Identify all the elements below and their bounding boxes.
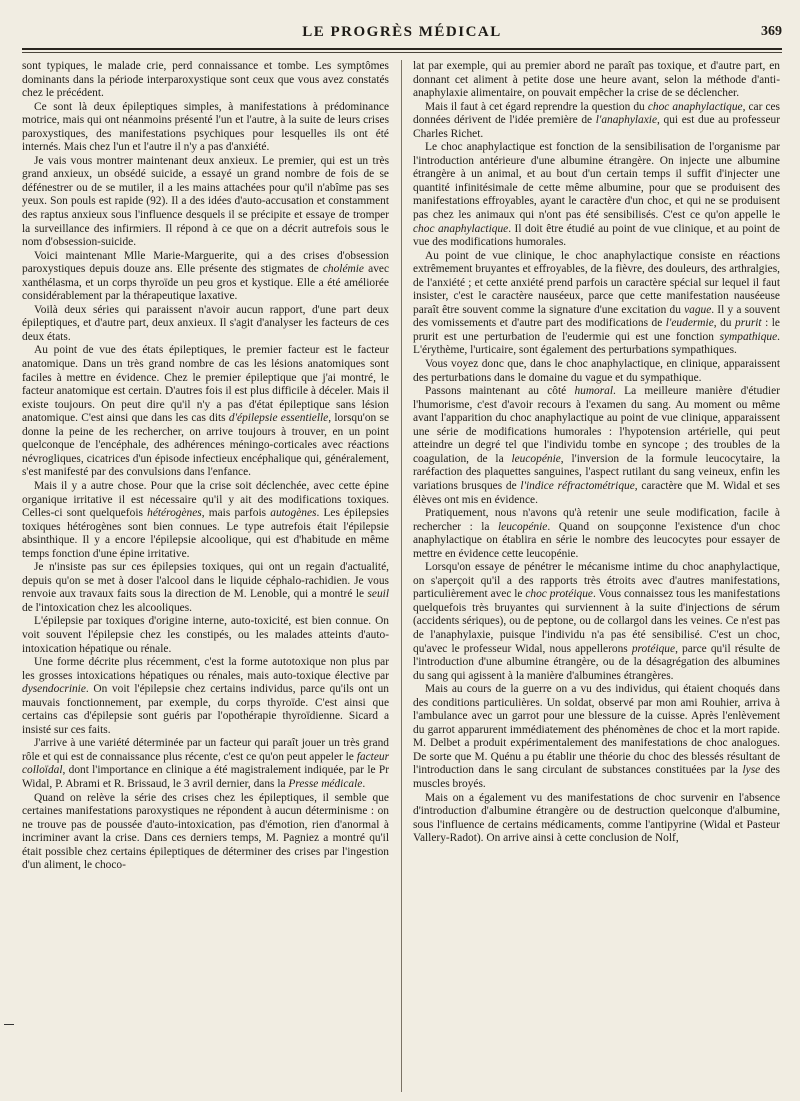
paragraph: Mais il y a autre chose. Pour que la crise soit déclenchée, avec cette épine organique irritative il est nécessaire qu'il y ait des modifications toxiques. Celles-ci sont quelquefois hétérogènes, mais parfois autogènes. Les épilepsies toxiques hétérogènes sont bien connues. Le type autrefois était l'épilepsie absinthique. Il y a encore l'épilepsie alcoolique, qui est d'habitude en même temps fonction d'une épine irritative.	[22, 479, 389, 560]
journal-title: LE PROGRÈS MÉDICAL	[302, 24, 502, 40]
paragraph: Ce sont là deux épileptiques simples, à manifestations à prédominance motrice, mais qui ont néanmoins présenté l'un et l'autre, à la suite de leurs crises paroxystiques, des manifestations psychiques pour lesquelles ils ont été internés. Mais chez l'un et l'autre il n'y a pas d'anxiété.	[22, 100, 389, 154]
paragraph: Pratiquement, nous n'avons qu'à retenir une seule modification, facile à rechercher : la leucopénie. Quand on soupçonne l'existence d'un choc anaphylactique on établira en série le nombre des leucocytes pour essayer de mettre en évidence cette leucopénie.	[413, 507, 780, 560]
left-column	[22, 60, 389, 1092]
paragraph: J'arrive à une variété déterminée par un facteur qui paraît jouer un très grand rôle et qui est de connaissance plus récente, c'est ce qu'on peut appeler le facteur colloïdal, dont l'importance en clinique a été magistralement indiquée, par le Pr Widal, P. Abrami et R. Brissaud, le 3 avril dernier, dans la Presse médicale.	[22, 737, 389, 790]
header-rule	[22, 48, 782, 50]
paragraph: Je vais vous montrer maintenant deux anxieux. Le premier, qui est un très grand anxieux, un obsédé suicide, a essayé un grand nombre de fois de se défénestrer ou de se mutiler, il a les mains attachées pour qu'il n'abîme pas ses yeux. Son pouls est rapide (92). Il a des idées d'auto-accusation et constamment des raptus anxieux sous l'influence desquels il se précipite et essaye de tromper la surveillance des infirmiers. Il répond à ce que on a décrit autrefois sous le nom d'obsession-suicide.	[22, 154, 389, 249]
paragraph: sont typiques, le malade crie, perd connaissance et tombe. Les symptômes dominants dans la période interparoxystique sont ceux que vous avez constatés chez le précédent.	[22, 60, 389, 100]
paragraph: Voilà deux séries qui paraissent n'avoir aucun rapport, d'une part deux épileptiques, et d'autre part, deux anxieux. Il s'agit d'analyser les facteurs de ces deux états.	[22, 303, 389, 343]
header-rule-thin	[22, 52, 782, 53]
paragraph: Mais on a également vu des manifestations de choc survenir en l'absence d'introduction d'albumine étrangère ou de destruction quelconque d'albumine, sous l'influence de certains médicaments, comme l'antipyrine (Widal et Pasteur Vallery-Radot). On arrive ainsi à cette conclusion de Nolf,	[413, 791, 780, 845]
right-column	[413, 60, 780, 1092]
paragraph: Mais il faut à cet égard reprendre la question du choc anaphylactique, car ces données dérivent de l'idée première de l'anaphylaxie, qui est due au professeur Charles Richet.	[413, 100, 780, 140]
paragraph: Passons maintenant au côté humoral. La meilleure manière d'étudier l'humorisme, c'est d'avoir recours à l'examen du sang. Au moment ou même avant l'apparition du choc anaphylactique au point de vue clinique, apparaissent une série de modifications humorales : l'hypotension artérielle, qui peut atteindre un degré tel que l'individu tombe en syncope ; des troubles de la coagulation, de la leucopénie, l'inversion de la formule leucocytaire, la raréfaction des plaquettes sanguines, l'aspect rutilant du sang veineux, enfin les variations brusques de l'indice réfractométrique, caractère que M. Widal et ses élèves ont mis en évidence.	[413, 385, 780, 506]
paragraph: L'épilepsie par toxiques d'origine interne, auto-toxicité, est bien connue. On voit souvent l'épilepsie chez les constipés, ou les malades atteints d'auto-intoxication hépatique ou rénale.	[22, 615, 389, 655]
margin-mark	[4, 1024, 14, 1025]
page-number: 369	[761, 24, 782, 39]
column-divider	[401, 60, 402, 1092]
paragraph: Voici maintenant Mlle Marie-Marguerite, qui a des crises d'obsession paroxystiques depuis douze ans. Elle présente des stigmates de cholémie avec xanthélasma, et un corps thyroïde un peu gros et kystique. Elle a été améliorée considérablement par la thérapeutique laxative.	[22, 249, 389, 303]
paragraph: Vous voyez donc que, dans le choc anaphylactique, en clinique, apparaissent des perturbations dans le domaine du vague et du sympathique.	[413, 358, 780, 384]
paragraph: Une forme décrite plus récemment, c'est la forme autotoxique non plus par les grosses intoxications hépatiques ou rénales, mais auto-toxique élective par dysendocrinie. On voit l'épilepsie chez certains individus, parce qu'ils ont un mauvais fonctionnement, par exemple, du corps thyroïde. C'est ainsi que certains cas d'épilepsie sont guéris par l'opothérapie thyroïdienne. Sicard a insisté sur ces faits.	[22, 656, 389, 736]
paragraph: Au point de vue clinique, le choc anaphylactique consiste en réactions extrêmement bruyantes et effroyables, de la fièvre, des douleurs, des arthralgies, de l'anxiété ; et cette anxiété prend parfois un caractère spécial sur lequel il faut insister, c'est le caractère nauséeux, parce que cette manifestation nauséeuse paraît être souvent comme la signature d'une excitation du vague. Il y a souvent des vomissements et d'autre part des modifications de l'eudermie, du prurit : le prurit est une perturbation de l'eudermie qui est une fonction sympathique. L'érythème, l'urticaire, sont également des perturbations sympathiques.	[413, 249, 780, 357]
paragraph: Je n'insiste pas sur ces épilepsies toxiques, qui ont un regain d'actualité, depuis qu'on se met à doser l'alcool dans le liquide céphalo-rachidien. Je vous renvoie aux travaux faits sous la direction de M. Lenoble, qui a montré le seuil de l'intoxication chez les alcooliques.	[22, 561, 389, 614]
paragraph: Quand on relève la série des crises chez les épileptiques, il semble que certaines manifestations paroxystiques ne répondent à aucun déterminisme : on ne trouve pas de poussée d'auto-intoxication, pas d'émotion, rien d'anormal à incriminer avant la crise. Dans ces derniers temps, M. Pagniez a montré qu'il était possible chez certains épileptiques de déterminer des crises par l'ingestion d'un aliment, le choco-	[22, 791, 389, 872]
paragraph: Lorsqu'on essaye de pénétrer le mécanisme intime du choc anaphylactique, on s'aperçoit qu'il a des rapports très étroits avec d'autres manifestations, particulièrement avec le choc protéique. Vous connaissez tous les manifestations quelquefois très bruyantes qui surviennent à la suite d'injections de sérum (accidents sériques), ou de peptone, ou de collargol dans les veines. Ce n'est pas de l'anaphylaxie, puisque l'individu n'a pas été sensibilisé. C'est un choc, qu'avec le professeur Widal, nous appellerons protéique, parce qu'il résulte de l'introduction d'une albumine étrangère, ou de la désagrégation des albumines du sang qui agissent à la manière d'albumines étrangères.	[413, 561, 780, 682]
running-header	[22, 24, 782, 46]
text-columns	[22, 60, 780, 1092]
paragraph: Au point de vue des états épileptiques, le premier facteur est le facteur anatomique. Dans un très grand nombre de cas les lésions anatomiques sont faciles à mettre en évidence. Chez le premier épileptique que j'ai montré, le facteur anatomique est certain. D'autres fois il est plus difficile à déceler. Mais il existe toujours. On peut dire qu'il n'y a pas d'état épileptique sans lésion anatomique. C'est ainsi que dans les cas dits d'épilepsie essentielle, lorsqu'on se donne la peine de les rechercher, on arrive toujours à trouver, en un point quelconque de l'encéphale, des adhérences méningo-corticales avec réactions névrogliques, cicatrices d'un épisode infectieux encéphalique qui, généralement, s'est manifesté par des convulsions dans l'enfance.	[22, 344, 389, 479]
paragraph: lat par exemple, qui au premier abord ne paraît pas toxique, et d'autre part, en donnant cet aliment à petite dose une heure avant, selon la méthode d'anti-anaphylaxie alimentaire, on pouvait empêcher la crise de se déclencher.	[413, 60, 780, 100]
paragraph: Mais au cours de la guerre on a vu des individus, qui étaient choqués dans des conditions particulières. Un soldat, observé par mon ami Rouhier, arriva à l'ambulance avec un garrot pour une blessure de la cuisse. Après l'enlèvement du garrot apparurent immédiatement des phénomènes de choc et la mort rapide. M. Delbet a produit expérimentalement des manifestations de choc analogues. De sorte que M. Quénu a pu établir une théorie du choc des blessés résultant de l'introduction dans le sang circulant de substances constituées par la lyse des muscles broyés.	[413, 683, 780, 790]
paragraph: Le choc anaphylactique est fonction de la sensibilisation de l'organisme par l'introduction antérieure d'une albumine étrangère. On injecte une albumine étrangère à un animal, et au bout d'un certain temps il suffit d'injecter une quantité infinitésimale de cette même albumine, pour que se produisent des manifestations effroyables, ayant le caractère d'un choc, et qui ne se produisent pas chez les animaux qui n'ont pas été sensibilisés. C'est ce qu'on appelle le choc anaphylactique. Il doit être étudié au point de vue clinique, et au point de vue des modifications humorales.	[413, 141, 780, 249]
